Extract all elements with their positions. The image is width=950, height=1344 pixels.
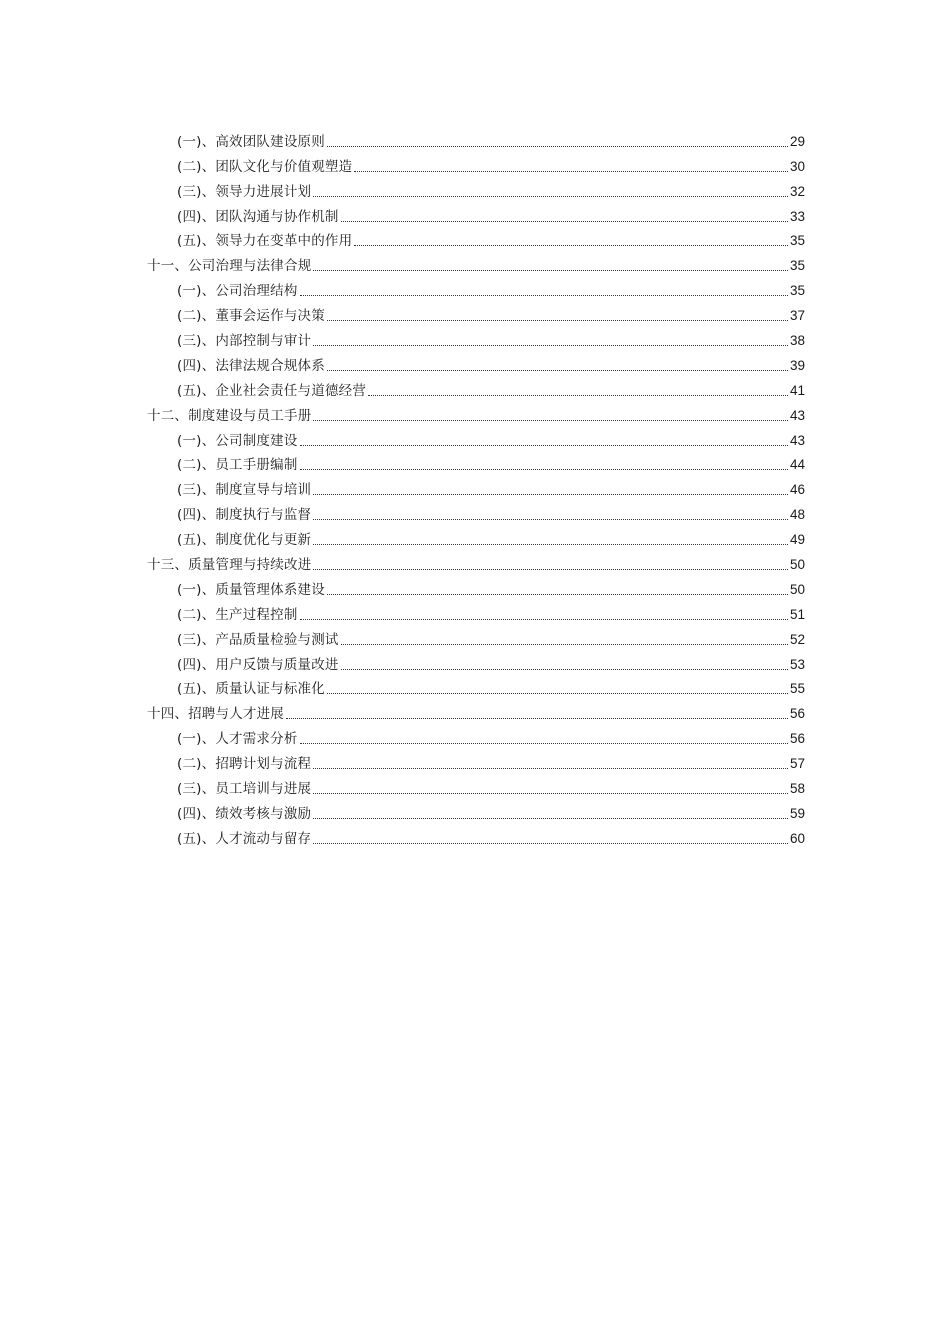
dot-leader xyxy=(300,743,788,744)
dot-leader xyxy=(313,569,788,570)
dot-leader xyxy=(341,669,788,670)
toc-entry-title: (五)、企业社会责任与道德经营 xyxy=(177,382,367,399)
toc-section-entry[interactable] xyxy=(147,126,805,151)
dot-leader xyxy=(368,395,788,396)
toc-section-entry[interactable] xyxy=(147,201,805,226)
toc-chapter-entry[interactable] xyxy=(147,549,805,574)
toc-entry-title: 十四、招聘与人才进展 xyxy=(147,706,284,723)
toc-entry-page-number: 32 xyxy=(789,183,805,199)
toc-entry-title: (二)、招聘计划与流程 xyxy=(177,756,312,773)
toc-entry-title: (一)、高效团队建设原则 xyxy=(177,133,325,150)
toc-entry-page-number: 37 xyxy=(789,308,805,324)
toc-entry-title: (二)、董事会运作与决策 xyxy=(177,308,325,325)
toc-section-entry[interactable] xyxy=(147,674,805,699)
toc-entry-title: (五)、质量认证与标准化 xyxy=(177,681,325,698)
toc-section-entry[interactable] xyxy=(147,599,805,624)
toc-entry-page-number: 33 xyxy=(789,208,805,224)
dot-leader xyxy=(300,295,788,296)
dot-leader xyxy=(327,693,788,694)
dot-leader xyxy=(286,718,788,719)
toc-entry-title: (三)、领导力进展计划 xyxy=(177,183,312,200)
toc-entry-title: (四)、制度执行与监督 xyxy=(177,507,312,524)
toc-entry-title: (四)、法律法规合规体系 xyxy=(177,357,325,374)
toc-entry-title: (二)、生产过程控制 xyxy=(177,606,298,623)
toc-chapter-entry[interactable] xyxy=(147,698,805,723)
toc-entry-page-number: 38 xyxy=(789,333,805,349)
toc-entry-page-number: 51 xyxy=(789,606,805,622)
dot-leader xyxy=(300,445,788,446)
toc-entry-title: (五)、制度优化与更新 xyxy=(177,532,312,549)
toc-entry-title: (三)、制度宣导与培训 xyxy=(177,482,312,499)
dot-leader xyxy=(313,818,788,819)
toc-section-entry[interactable] xyxy=(147,151,805,176)
toc-entry-page-number: 56 xyxy=(789,706,805,722)
toc-entry-page-number: 41 xyxy=(789,382,805,398)
toc-entry-page-number: 56 xyxy=(789,731,805,747)
toc-entry-title: (三)、产品质量检验与测试 xyxy=(177,631,339,648)
dot-leader xyxy=(354,171,788,172)
dot-leader xyxy=(313,793,788,794)
toc-entry-title: (五)、领导力在变革中的作用 xyxy=(177,233,353,250)
dot-leader xyxy=(327,146,788,147)
dot-leader xyxy=(327,320,788,321)
toc-entry-title: (一)、公司治理结构 xyxy=(177,283,298,300)
toc-entry-page-number: 50 xyxy=(789,581,805,597)
toc-section-entry[interactable] xyxy=(147,176,805,201)
toc-entry-page-number: 35 xyxy=(789,283,805,299)
toc-entry-title: (四)、用户反馈与质量改进 xyxy=(177,656,339,673)
toc-entry-page-number: 44 xyxy=(789,457,805,473)
toc-section-entry[interactable] xyxy=(147,474,805,499)
dot-leader xyxy=(313,494,788,495)
toc-entry-title: (一)、公司制度建设 xyxy=(177,432,298,449)
dot-leader xyxy=(313,345,788,346)
toc-section-entry[interactable] xyxy=(147,649,805,674)
toc-section-entry[interactable] xyxy=(147,748,805,773)
toc-entry-page-number: 39 xyxy=(789,357,805,373)
toc-entry-title: 十二、制度建设与员工手册 xyxy=(147,407,312,424)
dot-leader xyxy=(341,644,788,645)
toc-chapter-entry[interactable] xyxy=(147,250,805,275)
toc-entry-page-number: 43 xyxy=(789,407,805,423)
toc-entry-page-number: 53 xyxy=(789,656,805,672)
toc-entry-page-number: 43 xyxy=(789,432,805,448)
dot-leader xyxy=(313,519,788,520)
dot-leader xyxy=(313,420,788,421)
dot-leader xyxy=(300,469,788,470)
toc-entry-page-number: 52 xyxy=(789,631,805,647)
dot-leader xyxy=(313,196,788,197)
toc-entry-title: (三)、内部控制与审计 xyxy=(177,333,312,350)
toc-section-entry[interactable] xyxy=(147,773,805,798)
toc-section-entry[interactable] xyxy=(147,823,805,848)
dot-leader xyxy=(313,843,788,844)
toc-section-entry[interactable] xyxy=(147,350,805,375)
toc-section-entry[interactable] xyxy=(147,524,805,549)
toc-section-entry[interactable] xyxy=(147,798,805,823)
dot-leader xyxy=(300,619,788,620)
toc-entry-page-number: 57 xyxy=(789,756,805,772)
toc-entry-page-number: 29 xyxy=(789,133,805,149)
toc-chapter-entry[interactable] xyxy=(147,400,805,425)
toc-entry-title: (四)、团队沟通与协作机制 xyxy=(177,208,339,225)
toc-section-entry[interactable] xyxy=(147,300,805,325)
toc-entry-page-number: 50 xyxy=(789,557,805,573)
toc-section-entry[interactable] xyxy=(147,425,805,450)
toc-entry-title: (一)、质量管理体系建设 xyxy=(177,581,325,598)
toc-section-entry[interactable] xyxy=(147,375,805,400)
toc-entry-title: (二)、团队文化与价值观塑造 xyxy=(177,158,353,175)
toc-entry-page-number: 35 xyxy=(789,233,805,249)
toc-entry-page-number: 58 xyxy=(789,781,805,797)
toc-section-entry[interactable] xyxy=(147,450,805,475)
toc-entry-page-number: 35 xyxy=(789,258,805,274)
toc-section-entry[interactable] xyxy=(147,723,805,748)
toc-entry-title: (五)、人才流动与留存 xyxy=(177,830,312,847)
dot-leader xyxy=(341,221,788,222)
toc-entry-page-number: 30 xyxy=(789,158,805,174)
dot-leader xyxy=(313,768,788,769)
table-of-contents xyxy=(147,126,805,848)
dot-leader xyxy=(354,245,788,246)
toc-entry-title: (二)、员工手册编制 xyxy=(177,457,298,474)
toc-entry-title: (三)、员工培训与进展 xyxy=(177,781,312,798)
toc-entry-title: 十三、质量管理与持续改进 xyxy=(147,557,312,574)
toc-entry-title: 十一、公司治理与法律合规 xyxy=(147,258,312,275)
toc-section-entry[interactable] xyxy=(147,499,805,524)
toc-entry-page-number: 59 xyxy=(789,805,805,821)
toc-entry-page-number: 49 xyxy=(789,532,805,548)
toc-entry-page-number: 55 xyxy=(789,681,805,697)
toc-section-entry[interactable] xyxy=(147,275,805,300)
toc-entry-page-number: 48 xyxy=(789,507,805,523)
toc-entry-title: (四)、绩效考核与激励 xyxy=(177,805,312,822)
toc-section-entry[interactable] xyxy=(147,325,805,350)
toc-entry-title: (一)、人才需求分析 xyxy=(177,731,298,748)
toc-entry-page-number: 60 xyxy=(789,830,805,846)
toc-entry-page-number: 46 xyxy=(789,482,805,498)
dot-leader xyxy=(327,594,788,595)
toc-section-entry[interactable] xyxy=(147,226,805,251)
toc-section-entry[interactable] xyxy=(147,624,805,649)
dot-leader xyxy=(313,270,788,271)
toc-section-entry[interactable] xyxy=(147,574,805,599)
dot-leader xyxy=(327,370,788,371)
dot-leader xyxy=(313,544,788,545)
